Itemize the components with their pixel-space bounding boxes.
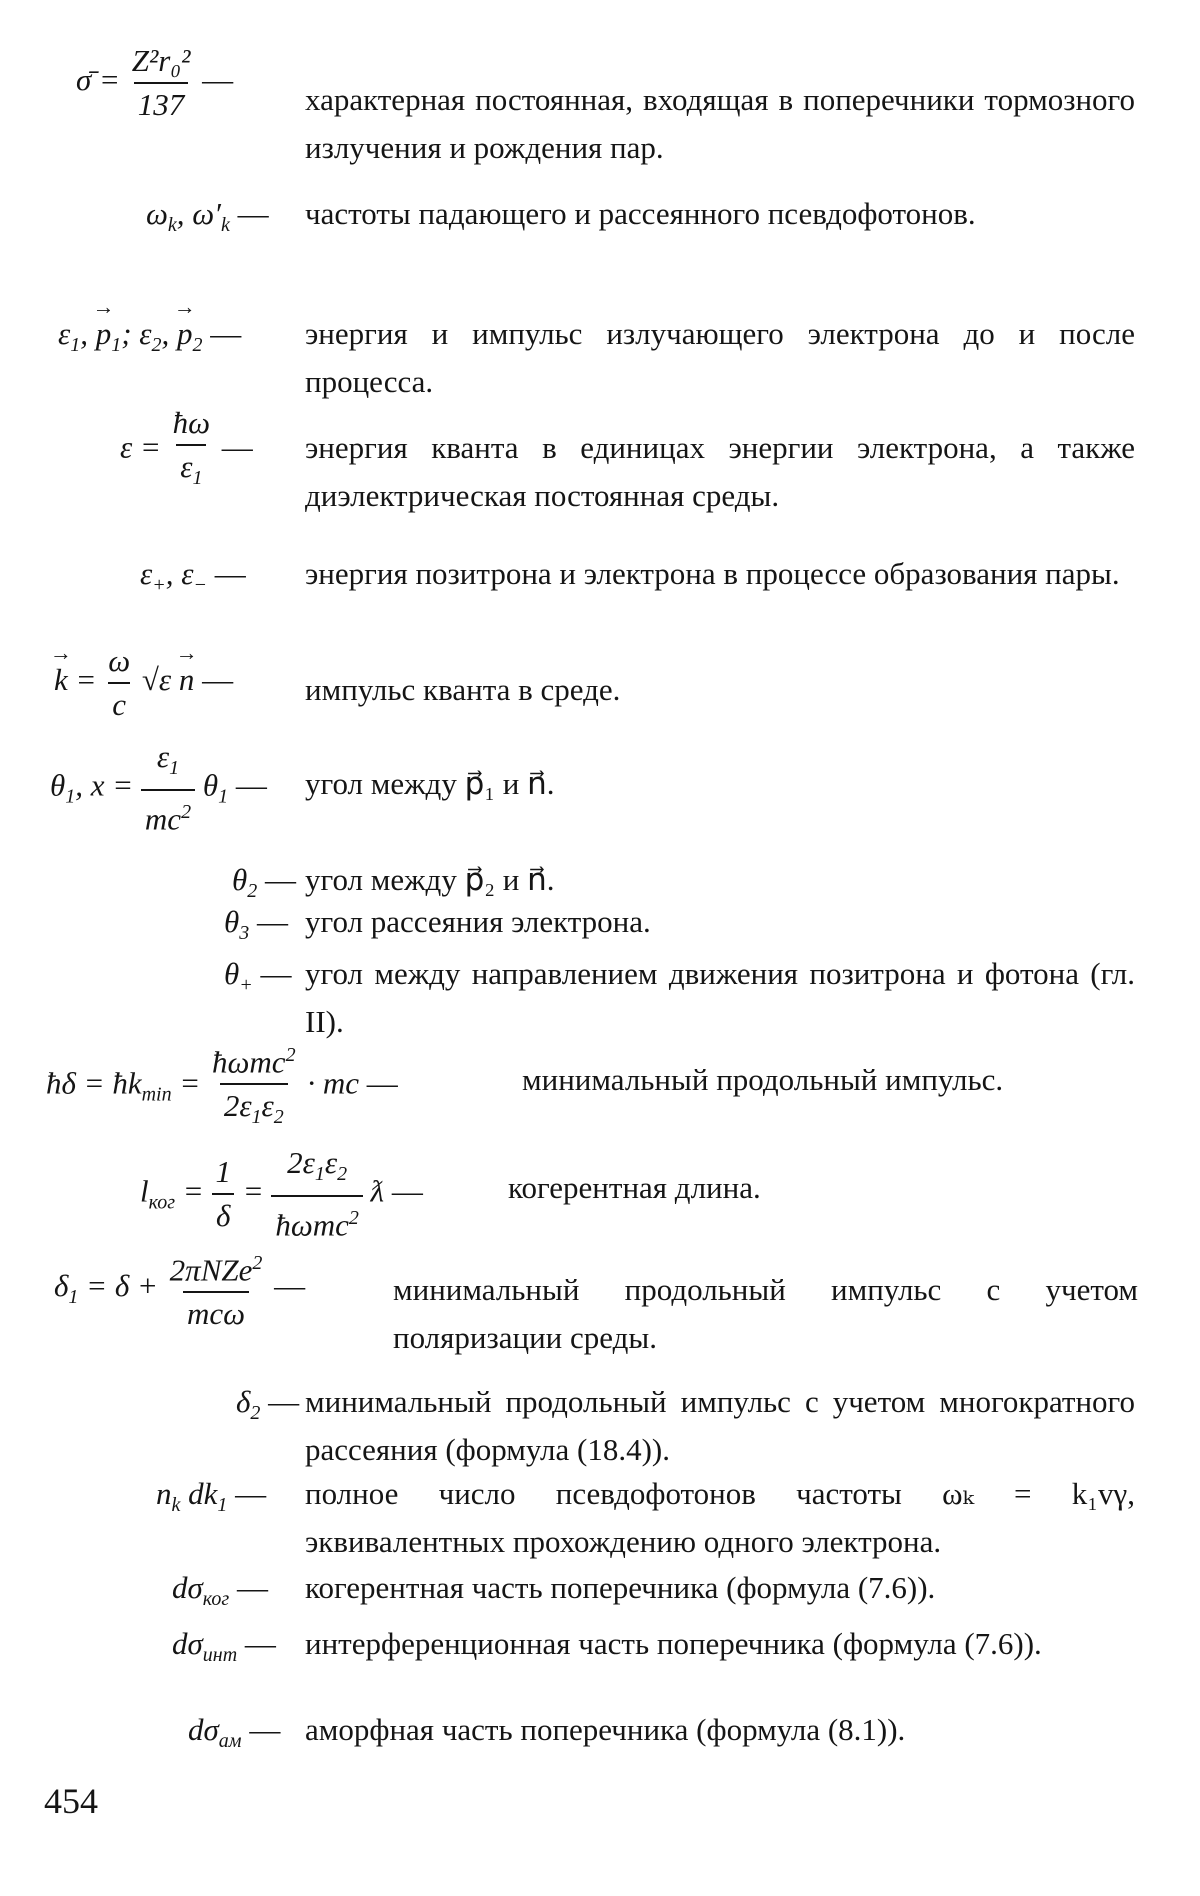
entry-description: когерентная длина. (508, 1170, 761, 1205)
symbol-dsigma-am: $d\sigma_{ам}$ — (188, 1712, 281, 1753)
entry-description: энергия кванта в единицах энергии электрона, а также диэлектрическая постоянная среды. (305, 430, 1135, 513)
symbol-energy-momentum: $\varepsilon_1$, → $p_1$; $\varepsilon_2$, → $p_2$ — (58, 316, 241, 357)
entry-description: минимальный продольный импульс с учетом многократного рассеяния (формула (18.4)). (305, 1384, 1135, 1467)
symbol-theta-1: $\theta_1$, x = $\frac{\varepsilon_1}{mc^2}$ $\theta_1$ — (50, 739, 267, 837)
entry-description: угол между p⃗₁ и n⃗. (305, 766, 555, 801)
entry-description: минимальный продольный импульс. (522, 1062, 1004, 1097)
symbol-delta-1: $\delta_1 = \delta$ + $\frac{2\pi NZe^2}{\text{mcω}}$ — (54, 1252, 306, 1332)
page-number: 454 (44, 1781, 98, 1821)
symbol-k-vector: → k = $\frac{\omega}{c}$ √ε → n — (54, 642, 233, 724)
symbol-epsilon: ε = $\frac{ħ\omega}{\varepsilon_1}$ — (120, 404, 253, 497)
entry-description: угол между направлением движения позитрона и фотона (гл. II). (305, 956, 1135, 1039)
symbol-theta-2: $\theta_2$ — (232, 862, 296, 903)
entry-description: минимальный продольный импульс с учетом поляризации среды. (393, 1272, 1138, 1355)
symbol-dsigma-coh: $d\sigma_{ког}$ — (172, 1570, 268, 1611)
symbol-nk-dk1: $n_k$ $dk_1$ — (156, 1476, 267, 1517)
entry-description: характерная постоянная, входящая в поперечники тормозного излучения и рождения пар. (305, 82, 1135, 165)
entry-description: импульс кванта в среде. (305, 672, 621, 707)
symbol-coherent-length: $l_{ког}$ = $\frac{1}{\delta}$ = $\frac{2\varepsilon_1\varepsilon_2}{ħ\omega mc^2}$ ƛ — (140, 1145, 423, 1243)
symbol-omega-k: $\omega_k$, $\omega'_k$ — (146, 196, 269, 237)
entry-description: полное число псевдофотонов частоты ωₖ = k₁vγ, эквивалентных прохождению одного электрона. (305, 1476, 1135, 1559)
entry-description: когерентная часть поперечника (формула (7.6)). (305, 1570, 936, 1605)
symbol-dsigma-int: $d\sigma_{инт}$ — (172, 1626, 276, 1667)
entry-description: частоты падающего и рассеянного псевдофотонов. (305, 196, 976, 231)
entry-description: угол рассеяния электрона. (305, 904, 651, 939)
symbol-theta-3: $\theta_3$ — (224, 904, 288, 945)
symbol-hbar-delta: ħδ = $ħk_{min}$ = $\frac{ħ\omega mc^2}{2\varepsilon_1\varepsilon_2}$ · mc — (46, 1036, 398, 1137)
symbol-sigma: σ̄ = $\frac{\text{Z²r₀²}}{137}$ — (76, 43, 234, 122)
symbol-delta-2: $\delta_2$ — (236, 1384, 300, 1425)
entry-description: аморфная часть поперечника (формула (8.1)). (305, 1712, 906, 1747)
entry-description: энергия и импульс излучающего электрона до и после процесса. (305, 316, 1135, 399)
symbol-theta-plus: $\theta_+$ — (224, 956, 292, 997)
entry-description: угол между p⃗₂ и n⃗. (305, 862, 555, 897)
entry-description: интерференционная часть поперечника (формула (7.6)). (305, 1626, 1042, 1661)
symbol-epsilon-plus-minus: $\varepsilon_+$, $\varepsilon_-$ — (140, 556, 246, 597)
entry-description: энергия позитрона и электрона в процессе образования пары. (305, 556, 1120, 591)
